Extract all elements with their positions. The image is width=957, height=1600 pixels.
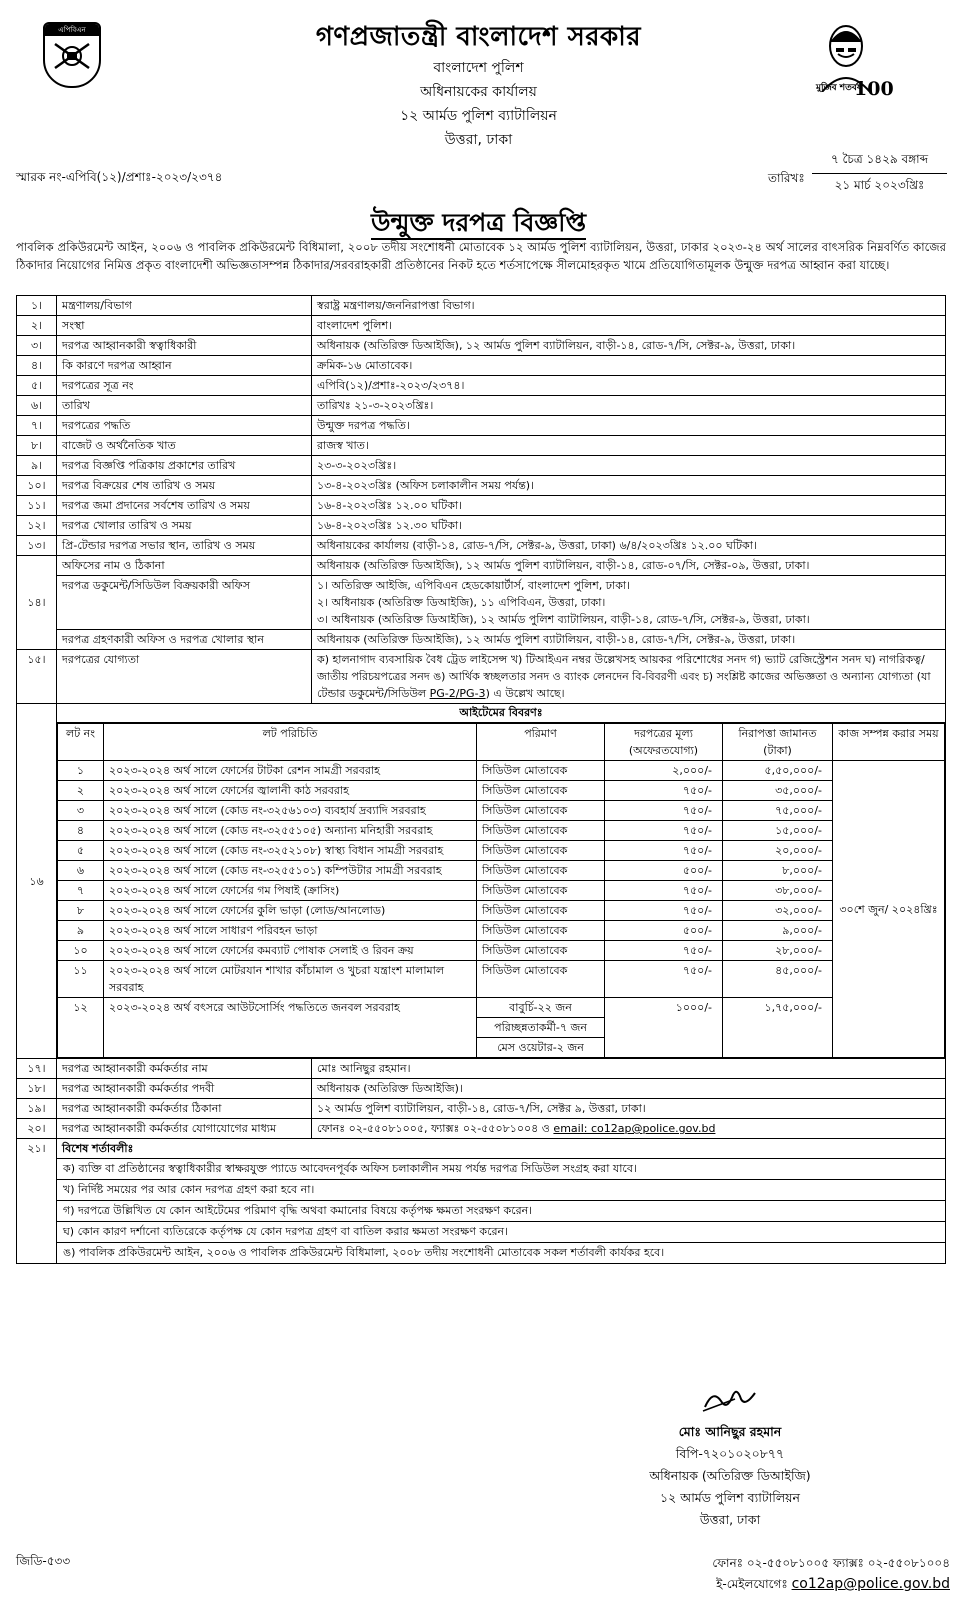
row-sl: ৮। xyxy=(17,436,57,456)
row-value: অধিনায়ক (অতিরিক্ত ডিআইজি), ১২ আর্মড পুলিশ ব্যাটালিয়ন, বাড়ী-১৪, রোড-৭/সি, সেক্টর-৯, উত্তরা, ঢাকা। xyxy=(312,630,946,650)
item-row xyxy=(58,841,945,861)
col-header: লট নং xyxy=(58,724,104,761)
item-row xyxy=(58,998,945,1018)
table-row xyxy=(17,1059,946,1079)
item-desc: ২০২৩-২০২৪ অর্থ সালে (কোড নং-৩২৫২১০৮) স্বাস্থ্য বিধান সামগ্রী সরবরাহ xyxy=(104,841,477,861)
signatory-bp: বিপি-৭২০১০২০৮৭৭ xyxy=(675,1446,785,1461)
table-row xyxy=(17,476,946,496)
gd-number: জিডি-৫৩৩ xyxy=(16,1554,71,1568)
item-price: ২,০০০/- xyxy=(605,761,723,781)
item-qty: বাবুর্চি-২২ জন xyxy=(477,998,605,1018)
tender-table xyxy=(16,295,946,1264)
item-lot: ৮ xyxy=(58,901,104,921)
row-sl: ২। xyxy=(17,316,57,336)
signature-scrawl xyxy=(675,1385,785,1415)
row-label: দরপত্র বিক্রয়ের শেষ তারিখ ও সময় xyxy=(57,476,312,496)
item-row xyxy=(58,961,945,998)
item-row xyxy=(58,821,945,841)
row-value: ক্রমিক-১৬ মোতাবেক। xyxy=(312,356,946,376)
item-price: ৭৫০/- xyxy=(605,821,723,841)
item-qty: সিডিউল মোতাবেক xyxy=(477,861,605,881)
row-value: ১৩-৪-২০২৩খ্রিঃ (অফিস চলাকালীন সময় পর্যন্ত)। xyxy=(312,476,946,496)
seller-item: ১। অতিরিক্ত আইজি, এপিবিএন হেডকোয়ার্টার্স, বাংলাদেশ পুলিশ, ঢাকা। xyxy=(317,579,631,592)
table-row xyxy=(17,516,946,536)
item-qty: সিডিউল মোতাবেক xyxy=(477,881,605,901)
item-desc: ২০২৩-২০২৪ অর্থ সালে ফোর্সের কমব্যাট পোষাক সেলাই ও রিবন ক্রয় xyxy=(104,941,477,961)
condition-item: ঘ) কোন কারণ দর্শানো ব্যতিরেকে কর্তৃপক্ষ যে কোন দরপত্র গ্রহণ বা বাতিল করার ক্ষমতা সংরক্ষণ করেন। xyxy=(57,1222,945,1243)
item-desc: ২০২৩-২০২৪ অর্থ সালে ফোর্সের টাটকা রেশন সামগ্রী সরবরাহ xyxy=(104,761,477,781)
footer-email[interactable]: co12ap@police.gov.bd xyxy=(791,1576,950,1592)
memo-number: স্মারক নং-এপিবি(১২)/প্রশাঃ-২০২৩/২৩৭৪ xyxy=(16,170,223,184)
row-sl: ৩। xyxy=(17,336,57,356)
item-security: ২০,০০০/- xyxy=(723,841,833,861)
table-row xyxy=(17,536,946,556)
row-value: বাংলাদেশ পুলিশ। xyxy=(312,316,946,336)
item-desc: ২০২৩-২০২৪ অর্থ সালে (কোড নং-৩২৫৬১০৩) ব্যবহার্য দ্রব্যাদি সরবরাহ xyxy=(104,801,477,821)
item-qty: মেস ওয়েটার-২ জন xyxy=(477,1038,605,1058)
item-lot: ৩ xyxy=(58,801,104,821)
condition-item: ঙ) পাবলিক প্রকিউরমেন্ট আইন, ২০০৬ ও পাবলিক প্রকিউরমেন্ট বিধিমালা, ২০০৮ তদীয় সংশোধনী মোতাবেক সকল শর্তাবলী কার্যকর হবে। xyxy=(63,1246,665,1259)
item-security: ৮,০০০/- xyxy=(723,861,833,881)
contact-value: ফোনঃ ০২-৫৫০৮১০০৫, ফ্যাক্সঃ ০২-৫৫০৮১০০৪ ও email: co12ap@police.gov.bd xyxy=(312,1119,946,1139)
row-sl: ১৩। xyxy=(17,536,57,556)
item-desc: ২০২৩-২০২৪ অর্থ সালে মোটরযান শাখার কাঁচামাল ও খুচরা যন্ত্রাংশ মালামাল সরবরাহ xyxy=(104,961,477,998)
row-value: রাজস্ব খাত। xyxy=(312,436,946,456)
row-value: অধিনায়কের কার্যালয় (বাড়ী-১৪, রোড-৭/সি, সেক্টর-৯, উত্তরা, ঢাকা) ৬/৪/২০২৩খ্রিঃ ১২.০০ ঘটিকা। xyxy=(312,536,946,556)
item-security: ৫,৫০,০০০/- xyxy=(723,761,833,781)
conditions-title: বিশেষ শর্তাবলীঃ xyxy=(57,1139,945,1159)
row-value: ১২ আর্মড পুলিশ ব্যাটালিয়ন, বাড়ী-১৪, রোড-৭/সি, সেক্টর ৯, উত্তরা, ঢাকা। xyxy=(312,1099,946,1119)
seller-item: ৩। অধিনায়ক (অতিরিক্ত ডিআইজি), ১২ আর্মড পুলিশ ব্যাটালিয়ন, বাড়ী-১৪, রোড-৭/সি, সেক্টর-৯, উত্তরা, ঢাকা। xyxy=(317,613,810,626)
col-header: নিরাপত্তা জামানত (টাকা) xyxy=(723,724,833,761)
row-sl: ১২। xyxy=(17,516,57,536)
mujib-100-mark: 100 xyxy=(854,78,894,100)
row-label: দরপত্রের পদ্ধতি xyxy=(57,416,312,436)
date-english: ২১ মার্চ ২০২৩খ্রিঃ xyxy=(834,178,925,192)
item-security: ১,৭৫,০০০/- xyxy=(723,998,833,1058)
table-row xyxy=(17,1079,946,1099)
condition-item: গ) দরপত্রে উল্লিখিত যে কোন আইটেমের পরিমাণ বৃদ্ধি অথবা কমানোর বিষয়ে কর্তৃপক্ষ ক্ষমতা সংরক্ষণ করেন। xyxy=(57,1201,945,1222)
condition-item: খ) নির্দিষ্ট সময়ের পর আর কোন দরপত্র গ্রহণ করা হবে না। xyxy=(57,1180,945,1201)
item-row xyxy=(58,761,945,781)
row-value: ১৬-৪-২০২৩খ্রিঃ ১২.৩০ ঘটিকা। xyxy=(312,516,946,536)
item-qty: সিডিউল মোতাবেক xyxy=(477,941,605,961)
item-price: ৫০০/- xyxy=(605,861,723,881)
item-lot: ৯ xyxy=(58,921,104,941)
completion-time: ৩০শে জুন/ ২০২৪খ্রিঃ xyxy=(833,761,945,1058)
item-qty: সিডিউল মোতাবেক xyxy=(477,821,605,841)
item-desc: ২০২৩-২০২৪ অর্থ সালে ফোর্সের গম পিষাই (ক্রাসিং) xyxy=(104,881,477,901)
row-sl: ১৪। xyxy=(17,556,57,650)
item-lot: ১ xyxy=(58,761,104,781)
row-label: দরপত্র আহ্বানকারী কর্মকর্তার পদবী xyxy=(57,1079,312,1099)
item-price: ৭৫০/- xyxy=(605,961,723,998)
row-sl: ১১। xyxy=(17,496,57,516)
signatory-unit: ১২ আর্মড পুলিশ ব্যাটালিয়ন xyxy=(659,1490,800,1505)
row-value: অধিনায়ক (অতিরিক্ত ডিআইজি)। xyxy=(312,1079,946,1099)
item-qty: সিডিউল মোতাবেক xyxy=(477,801,605,821)
item-lot: ৪ xyxy=(58,821,104,841)
table-row xyxy=(17,1099,946,1119)
item-security: ৭৫,০০০/- xyxy=(723,801,833,821)
item-row xyxy=(58,801,945,821)
item-lot: ১২ xyxy=(58,998,104,1058)
item-desc: ২০২৩-২০২৪ অর্থ সালে সাধারণ পরিবহন ভাড়া xyxy=(104,921,477,941)
row-sl: ১৬ xyxy=(17,704,57,1059)
office-name: অধিনায়কের কার্যালয় xyxy=(420,84,537,100)
row-label: দরপত্র গ্রহণকারী অফিস ও দরপত্র খোলার স্থান xyxy=(57,630,312,650)
item-qty: সিডিউল মোতাবেক xyxy=(477,841,605,861)
col-header: কাজ সম্পন্ন করার সময় xyxy=(833,724,945,761)
item-price: ৭৫০/- xyxy=(605,781,723,801)
row-sl: ২০। xyxy=(17,1119,57,1139)
item-lot: ৬ xyxy=(58,861,104,881)
signatory-name: মোঃ আনিছুর রহমান xyxy=(678,1424,782,1439)
footer-phone: ফোনঃ ০২-৫৫০৮১০০৫ ফ্যাক্সঃ ০২-৫৫০৮১০০৪ xyxy=(712,1556,950,1570)
item-desc: ২০২৩-২০২৪ অর্থ সালে (কোড নং-৩২৫৫১০৫) অন্যান্য মনিহারী সরবরাহ xyxy=(104,821,477,841)
row-label: মন্ত্রণালয়/বিভাগ xyxy=(57,296,312,316)
sellers-list xyxy=(312,576,946,630)
table-row xyxy=(17,436,946,456)
row-sl: ১৯। xyxy=(17,1099,57,1119)
row-sl: ১০। xyxy=(17,476,57,496)
pg-form-link: PG-2/PG-3 xyxy=(429,687,486,700)
item-lot: ১১ xyxy=(58,961,104,998)
col-header: পরিমাণ xyxy=(477,724,605,761)
row-sl: ১৫। xyxy=(17,650,57,704)
table-row-14 xyxy=(17,556,946,576)
item-security: ৩৫,০০০/- xyxy=(723,781,833,801)
item-security: ১৫,০০০/- xyxy=(723,821,833,841)
row-label: তারিখ xyxy=(57,396,312,416)
item-desc: ২০২৩-২০২৪ অর্থ বৎসরে আউটসোর্সিং পদ্ধতিতে জনবল সরবরাহ xyxy=(104,998,477,1058)
dept-name: বাংলাদেশ পুলিশ xyxy=(433,60,524,76)
row-sl: ১। xyxy=(17,296,57,316)
email-link[interactable]: email: co12ap@police.gov.bd xyxy=(553,1122,716,1135)
item-price: ১০০০/- xyxy=(605,998,723,1058)
item-qty: পরিচ্ছন্নতাকর্মী-৭ জন xyxy=(477,1018,605,1038)
notice-title: উন্মুক্ত দরপত্র বিজ্ঞপ্তি xyxy=(0,203,957,246)
item-price: ৭৫০/- xyxy=(605,941,723,961)
row-value: উন্মুক্ত দরপত্র পদ্ধতি। xyxy=(312,416,946,436)
row-value: ২৩-৩-২০২৩খ্রিঃ। xyxy=(312,456,946,476)
item-price: ৭৫০/- xyxy=(605,901,723,921)
battalion-name: ১২ আর্মড পুলিশ ব্যাটালিয়ন xyxy=(400,108,557,124)
row-label: দরপত্র আহ্বানকারী কর্মকর্তার নাম xyxy=(57,1059,312,1079)
row-label: প্রি-টেন্ডার দরপত্র সভার স্থান, তারিখ ও সময় xyxy=(57,536,312,556)
item-row xyxy=(58,781,945,801)
row-sl: ২১। xyxy=(17,1139,57,1264)
row-label: দরপত্রের সূত্র নং xyxy=(57,376,312,396)
item-qty: সিডিউল মোতাবেক xyxy=(477,781,605,801)
date-bangla: ৭ চৈত্র ১৪২৯ বঙ্গাব্দ xyxy=(812,151,947,174)
table-row xyxy=(17,496,946,516)
item-desc: ২০২৩-২০২৪ অর্থ সালে (কোড নং-৩২৫৫১০১) কম্পিউটার সামগ্রী সরবরাহ xyxy=(104,861,477,881)
table-row xyxy=(17,296,946,316)
row-label: দরপত্রের যোগ্যতা xyxy=(57,650,312,704)
item-lot: ৭ xyxy=(58,881,104,901)
date-label: তারিখঃ xyxy=(768,171,805,185)
mujib-label: মুজিব শতবর্ষ xyxy=(816,83,862,93)
item-qty: সিডিউল মোতাবেক xyxy=(477,961,605,998)
item-row xyxy=(58,881,945,901)
table-row xyxy=(17,396,946,416)
table-row-16 xyxy=(17,704,946,1059)
table-row xyxy=(17,316,946,336)
row-value: অধিনায়ক (অতিরিক্ত ডিআইজি), ১২ আর্মড পুলিশ ব্যাটালিয়ন, বাড়ী-১৪, রোড-৭/সি, সেক্টর-৯, উত্তরা, ঢাকা। xyxy=(312,336,946,356)
item-row xyxy=(58,941,945,961)
item-lot: ১০ xyxy=(58,941,104,961)
row-value: মোঃ আনিছুর রহমান। xyxy=(312,1059,946,1079)
footer-contact: ফোনঃ ০২-৫৫০৮১০০৫ ফ্যাক্সঃ ০২-৫৫০৮১০০৪ ই-মেইলযোগেঃ co12ap@police.gov.bd xyxy=(620,1553,950,1595)
items-table xyxy=(57,723,945,1058)
item-lot: ২ xyxy=(58,781,104,801)
item-row xyxy=(58,921,945,941)
row-label: দরপত্র আহ্বানকারী কর্মকর্তার ঠিকানা xyxy=(57,1099,312,1119)
conditions-list xyxy=(57,1159,945,1263)
col-header: দরপত্রের মূল্য (অফেরতযোগ্য) xyxy=(605,724,723,761)
row-label: দরপত্র খোলার তারিখ ও সময় xyxy=(57,516,312,536)
item-qty: সিডিউল মোতাবেক xyxy=(477,921,605,941)
item-price: ৫০০/- xyxy=(605,921,723,941)
row-value: ১৬-৪-২০২৩খ্রিঃ ১২.০০ ঘটিকা। xyxy=(312,496,946,516)
row-sl: ৯। xyxy=(17,456,57,476)
row-label: দরপত্র আহ্বানকারী কর্মকর্তার যোগাযোগের মাধ্যম xyxy=(57,1119,312,1139)
seller-item: ২। অধিনায়ক (অতিরিক্ত ডিআইজি), ১১ এপিবিএন, উত্তরা, ঢাকা। xyxy=(317,596,606,609)
item-row xyxy=(58,901,945,921)
row-value: এপিবি(১২)/প্রশাঃ-২০২৩/২৩৭৪। xyxy=(312,376,946,396)
row-value: তারিখঃ ২১-৩-২০২৩খ্রিঃ। xyxy=(312,396,946,416)
table-row xyxy=(17,336,946,356)
row-sl: ৬। xyxy=(17,396,57,416)
item-security: ৩৮,০০০/- xyxy=(723,881,833,901)
emblem-label: এপিবিএন xyxy=(45,24,99,36)
govt-title: গণপ্রজাতন্ত্রী বাংলাদেশ সরকার xyxy=(315,22,642,52)
item-desc: ২০২৩-২০২৪ অর্থ সালে ফোর্সের কুলি ভাড়া (লোড/আনলোড) xyxy=(104,901,477,921)
table-row-21 xyxy=(17,1139,946,1264)
item-security: ২৮,০০০/- xyxy=(723,941,833,961)
date-box xyxy=(812,151,947,197)
row-label: সংস্থা xyxy=(57,316,312,336)
table-row xyxy=(17,376,946,396)
items-header-row xyxy=(58,724,945,761)
item-price: ৭৫০/- xyxy=(605,841,723,861)
item-lot: ৫ xyxy=(58,841,104,861)
row-label: কি কারণে দরপত্র আহ্বান xyxy=(57,356,312,376)
table-row xyxy=(17,356,946,376)
signature-block xyxy=(610,1385,850,1531)
row-value: অধিনায়ক (অতিরিক্ত ডিআইজি), ১২ আর্মড পুলিশ ব্যাটালিয়ন, বাড়ী-১৪, রোড-০৭/সি, সেক্টর-০৯, উত্তরা, ঢাকা। xyxy=(312,556,946,576)
row-sl: ১৮। xyxy=(17,1079,57,1099)
condition-item: ক) ব্যক্তি বা প্রতিষ্ঠানের স্বত্বাধিকারীর স্বাক্ষরযুক্ত প্যাডে আবেদনপূর্বক অফিস চলাকালীন সময় পর্যন্ত দরপত্র সিডিউল সংগ্রহ করা যাবে। xyxy=(57,1159,945,1180)
table-row-20 xyxy=(17,1119,946,1139)
row-label: অফিসের নাম ও ঠিকানা xyxy=(57,556,312,576)
item-security: ৪৫,০০০/- xyxy=(723,961,833,998)
table-row xyxy=(17,456,946,476)
item-security: ৩২,০০০/- xyxy=(723,901,833,921)
row-sl: ৪। xyxy=(17,356,57,376)
row-label: দরপত্র জমা প্রদানের সর্বশেষ তারিখ ও সময় xyxy=(57,496,312,516)
intro-paragraph: পাবলিক প্রকিউরমেন্ট আইন, ২০০৬ ও পাবলিক প্রকিউরমেন্ট বিধিমালা, ২০০৮ তদীয় সংশোধনী মোতাবেক ১২ আর্মড পুলিশ ব্যাটালিয়ন, উত্তরা, ঢাকার ২০২৩-২৪ অর্থ সালের বাৎসরিক নিম্নবর্ণিত কাজের ঠিকাদার নিয়োগের নিমিত্ত প্রকৃত বাংলাদেশী অভিজ্ঞতাসম্পন্ন ঠিকাদার/সরবরাহকারী প্রতিষ্ঠানের নিকট হতে শর্তসাপেক্ষে সীলমোহরকৃত খামে প্রতিযোগিতামূলক উন্মুক্ত দরপত্র আহ্বান করা যাচ্ছে। xyxy=(16,240,946,272)
item-qty: সিডিউল মোতাবেক xyxy=(477,901,605,921)
signatory-place: উত্তরা, ঢাকা xyxy=(699,1512,761,1527)
row-label: দরপত্র আহ্বানকারী স্বত্বাধিকারী xyxy=(57,336,312,356)
items-heading: আইটেমের বিবরণঃ xyxy=(57,704,945,723)
row-label: দরপত্র বিজ্ঞপ্তি পত্রিকায় প্রকাশের তারিখ xyxy=(57,456,312,476)
row-sl: ১৭। xyxy=(17,1059,57,1079)
item-row xyxy=(58,861,945,881)
item-qty: সিডিউল মোতাবেক xyxy=(477,761,605,781)
row-sl: ৭। xyxy=(17,416,57,436)
table-row-15 xyxy=(17,650,946,704)
row-value: স্বরাষ্ট্র মন্ত্রণালয়/জননিরাপত্তা বিভাগ। xyxy=(312,296,946,316)
item-security: ৯,০০০/- xyxy=(723,921,833,941)
col-header: লট পরিচিতি xyxy=(104,724,477,761)
row-label: দরপত্র ডকুমেন্ট/সিডিউল বিক্রয়কারী অফিস xyxy=(57,576,312,630)
signatory-designation: অধিনায়ক (অতিরিক্ত ডিআইজি) xyxy=(649,1468,811,1483)
eligibility-text: ক) হালনাগাদ ব্যবসায়িক বৈধ ট্রেড লাইসেন্স খ) টিআইএন নম্বর উল্লেখসহ আয়কর পরিশোধের সনদ গ) ভ্যাট রেজিস্ট্রেশন সনদ ঘ) নাগরিকত্ব/জাতীয় পরিচয়পত্রের সনদ ঙ) আর্থিক স্বচ্ছলতার সনদ ও ব্যাংক লেনদেন বি-বিবরণী এবং চ) সংশ্লিষ্ট কাজের অভিজ্ঞতা ও অন্যান্য যোগ্যতা (যা টেন্ডার ডকুমেন্ট/সিডিউল PG-2/PG-3) এ উল্লেখ আছে। xyxy=(312,650,946,704)
item-desc: ২০২৩-২০২৪ অর্থ সালে ফোর্সের জ্বালানী কাঠ সরবরাহ xyxy=(104,781,477,801)
row-sl: ৫। xyxy=(17,376,57,396)
row-label: বাজেট ও অর্থনৈতিক খাত xyxy=(57,436,312,456)
office-location: উত্তরা, ঢাকা xyxy=(444,132,513,148)
table-row xyxy=(17,416,946,436)
item-price: ৭৫০/- xyxy=(605,881,723,901)
item-price: ৭৫০/- xyxy=(605,801,723,821)
